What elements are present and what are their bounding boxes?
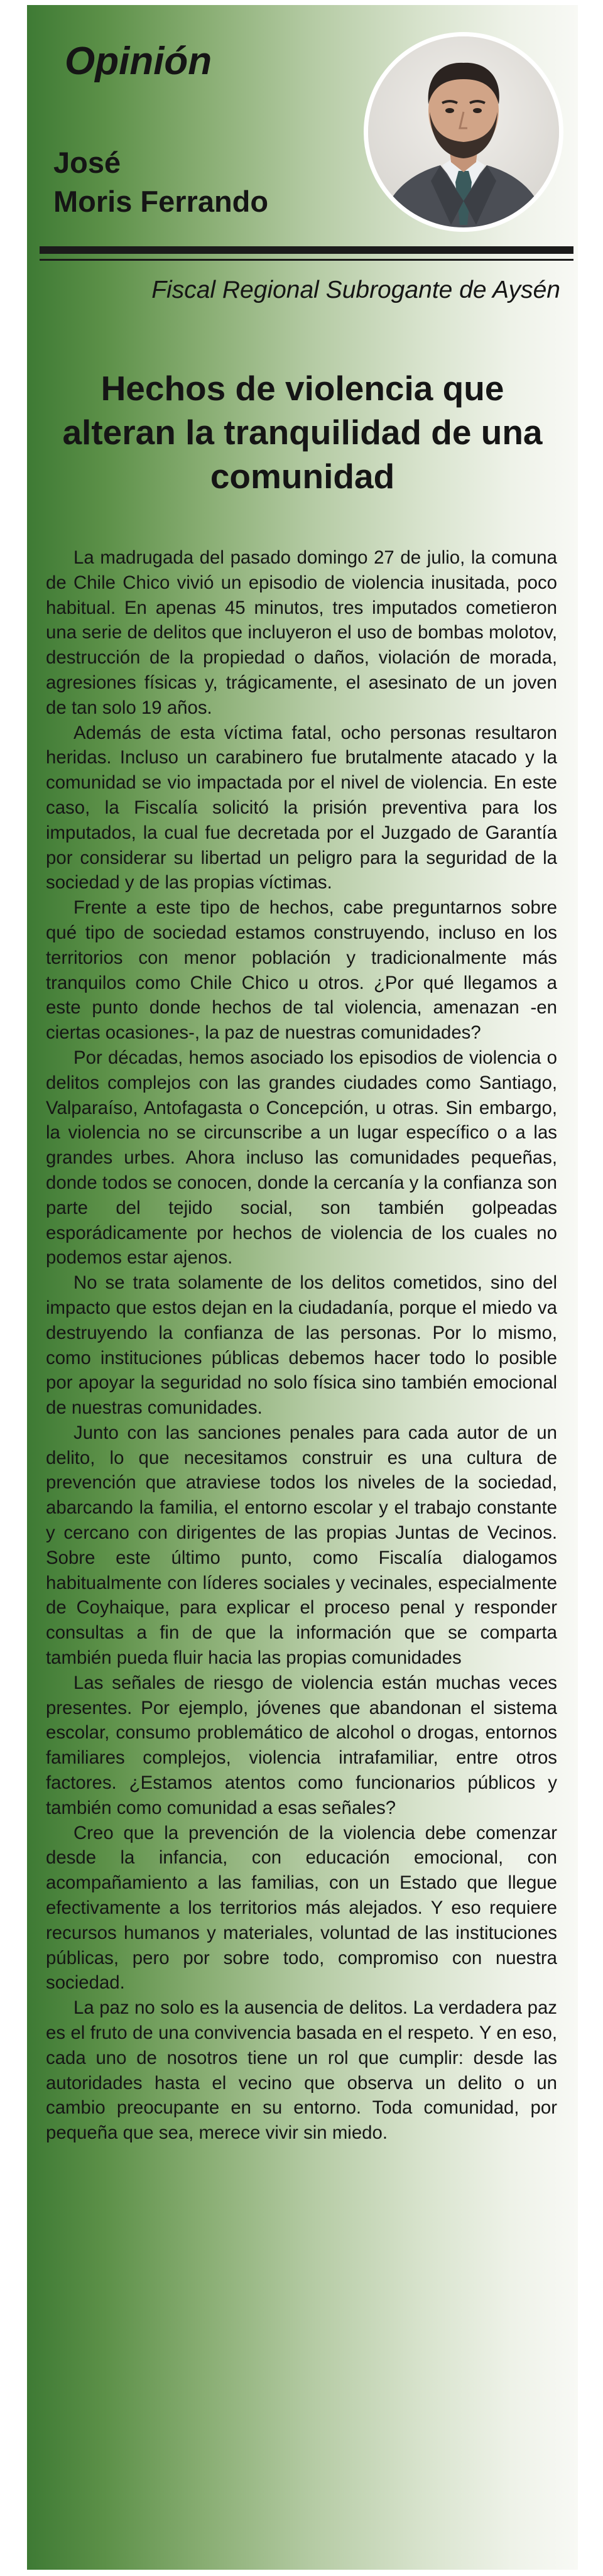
article-title: Hechos de violencia que alteran la tranquilidad de una comunidad <box>62 369 543 496</box>
section-label: Opinión <box>65 40 212 83</box>
article-paragraph: Creo que la prevención de la violencia debe comenzar desde la infancia, con educación emocional, con acompañamiento a las familias, con un Estado que llegue efectivamente a los territorios más alejados. Y eso requiere recursos humanos y materiales, voluntad de las instituciones públicas, pero por sobre todo, compromiso con nuestra sociedad. <box>46 1822 557 1994</box>
header-divider-thick <box>40 246 573 254</box>
article-paragraph: No se trata solamente de los delitos cometidos, sino del impacto que estos dejan en la ciudadanía, porque el miedo va destruyendo la confianza de las personas. Por lo mismo, como instituciones públicas debemos hacer todo lo posible por apoyar la seguridad no solo física sino también emocional de nuestras comunidades. <box>46 1272 557 1419</box>
author-portrait-icon <box>368 36 559 227</box>
article-paragraph: Las señales de riesgo de violencia están muchas veces presentes. Por ejemplo, jóvenes que abandonan el sistema escolar, consumo problemático de alcohol o drogas, entornos familiares complejos, violencia intrafamiliar, entre otros factores. ¿Estamos atentos como funcionarios públicos y también como comunidad a esas señales? <box>46 1672 557 1818</box>
author-name <box>53 143 268 221</box>
article-paragraph: Frente a este tipo de hechos, cabe preguntarnos sobre qué tipo de sociedad estamos construyendo, incluso en los territorios con menor población y tradicionalmente más tranquilos como Chile Chico u otros. ¿Por qué llegamos a este punto donde hechos de tal violencia, amenazan -en ciertas ocasiones-, la paz de nuestras comunidades? <box>46 897 557 1044</box>
author-photo <box>364 32 563 232</box>
article-paragraph: Además de esta víctima fatal, ocho personas resultaron heridas. Incluso un carabinero fue brutalmente atacado y la comunidad se vio impactada por el nivel de violencia. En este caso, la Fiscalía solicitó la prisión preventiva para los imputados, la cual fue decretada por el Juzgado de Garantía por considerar su libertad un peligro para la seguridad de la sociedad y de las propias víctimas. <box>46 722 557 893</box>
header-divider-thin <box>40 259 573 261</box>
article-paragraph: Junto con las sanciones penales para cada autor de un delito, lo que necesitamos construir es una cultura de prevención que atraviese todos los niveles de la sociedad, abarcando la familia, el entorno escolar y el trabajo constante y cercano con dirigentes de las propias Juntas de Vecinos. Sobre este último punto, como Fiscalía dialogamos habitualmente con líderes sociales y vecinales, especialmente de Coyhaique, para explicar el proceso penal y responder consultas a fin de que la información que se comparta también pueda fluir hacia las propias comunidades <box>46 1422 557 1669</box>
author-first-name: José <box>53 146 121 179</box>
opinion-column <box>27 5 578 2570</box>
article-paragraph: La madrugada del pasado domingo 27 de julio, la comuna de Chile Chico vivió un episodio de violencia inusitada, poco habitual. En apenas 45 minutos, tres imputados cometieron una serie de delitos que incluyeron el uso de bombas molotov, destrucción de la propiedad o daños, violación de morada, agresiones físicas y, trágicamente, el asesinato de un joven de tan solo 19 años. <box>46 547 557 718</box>
author-last-name: Moris Ferrando <box>53 185 269 218</box>
article-body <box>46 545 557 2146</box>
article-paragraph: La paz no solo es la ausencia de delitos. La verdadera paz es el fruto de una convivencia basada en el respeto. Y en eso, cada uno de nosotros tiene un rol que cumplir: desde las autoridades hasta el vecino que observa un delito o un cambio preocupante en su entorno. Toda comunidad, por pequeña que sea, merece vivir sin miedo. <box>46 1997 557 2144</box>
article-paragraph: Por décadas, hemos asociado los episodios de violencia o delitos complejos con las grandes ciudades como Santiago, Valparaíso, Antofagasta o Concepción, u otras. Sin embargo, la violencia no se circunscribe a un lugar específico o a las grandes urbes. Ahora incluso las comunidades pequeñas, donde todos se conocen, donde la cercanía y la confianza son parte del tejido social, son también golpeadas esporádicamente por hechos de violencia de los cuales no podemos estar ajenos. <box>46 1047 557 1269</box>
author-role: Fiscal Regional Subrogante de Aysén <box>151 276 560 303</box>
